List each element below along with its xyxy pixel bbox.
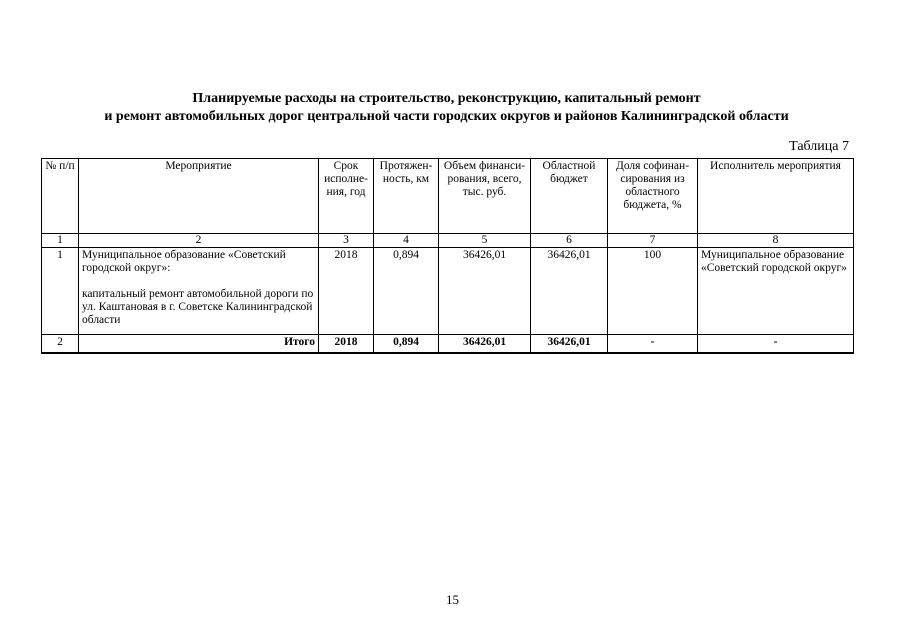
regional-budget-cell: 36426,01 [531,248,608,335]
header-row [42,159,854,234]
total-row-number: 2 [42,335,79,354]
column-number: 3 [319,234,374,248]
column-number: 4 [374,234,439,248]
column-number: 8 [698,234,854,248]
year-cell: 2018 [319,248,374,335]
total-executor: - [698,335,854,354]
total-financing-cell: 36426,01 [439,248,531,335]
header-regional-budget: Областной бюджет [531,159,608,234]
table-row [42,248,854,335]
total-row [42,335,854,354]
event-description: капитальный ремонт автомобильной дороги по ул. Каштановая в г. Советске Калининградской области [82,288,314,326]
header-financing: Объем финанси-рования, всего, тыс. руб. [439,159,531,234]
title-line-2: и ремонт автомобильных дорог центральной части городских округов и районов Калининградской области [104,109,789,124]
expenses-table [41,158,854,354]
total-length: 0,894 [374,335,439,354]
header-executor: Исполнитель мероприятия [698,159,854,234]
executor-cell: Муниципальное образование «Советский городской округ» [698,248,854,335]
header-event: Мероприятие [79,159,319,234]
column-number: 1 [42,234,79,248]
total-financing: 36426,01 [439,335,531,354]
column-number: 5 [439,234,531,248]
document-title [40,90,853,126]
header-length: Протяжен-ность, км [374,159,439,234]
total-year: 2018 [319,335,374,354]
header-cofinancing-share: Доля софинан-сирования из областного бюджета, % [608,159,698,234]
page-number: 15 [446,592,459,607]
column-number: 6 [531,234,608,248]
header-number: № п/п [42,159,79,234]
cofinancing-share-cell: 100 [608,248,698,335]
event-owner: Муниципальное образование «Советский городской округ»: [82,249,286,274]
length-cell: 0,894 [374,248,439,335]
event-cell [79,248,319,335]
table-label: Таблица 7 [789,139,849,154]
total-cofinancing-share: - [608,335,698,354]
column-number: 2 [79,234,319,248]
column-number: 7 [608,234,698,248]
total-regional-budget: 36426,01 [531,335,608,354]
total-label: Итого [79,335,319,354]
row-number: 1 [42,248,79,335]
header-term: Срок исполне-ния, год [319,159,374,234]
title-line-1: Планируемые расходы на строительство, реконструкцию, капитальный ремонт [192,91,701,106]
column-number-row [42,234,854,248]
